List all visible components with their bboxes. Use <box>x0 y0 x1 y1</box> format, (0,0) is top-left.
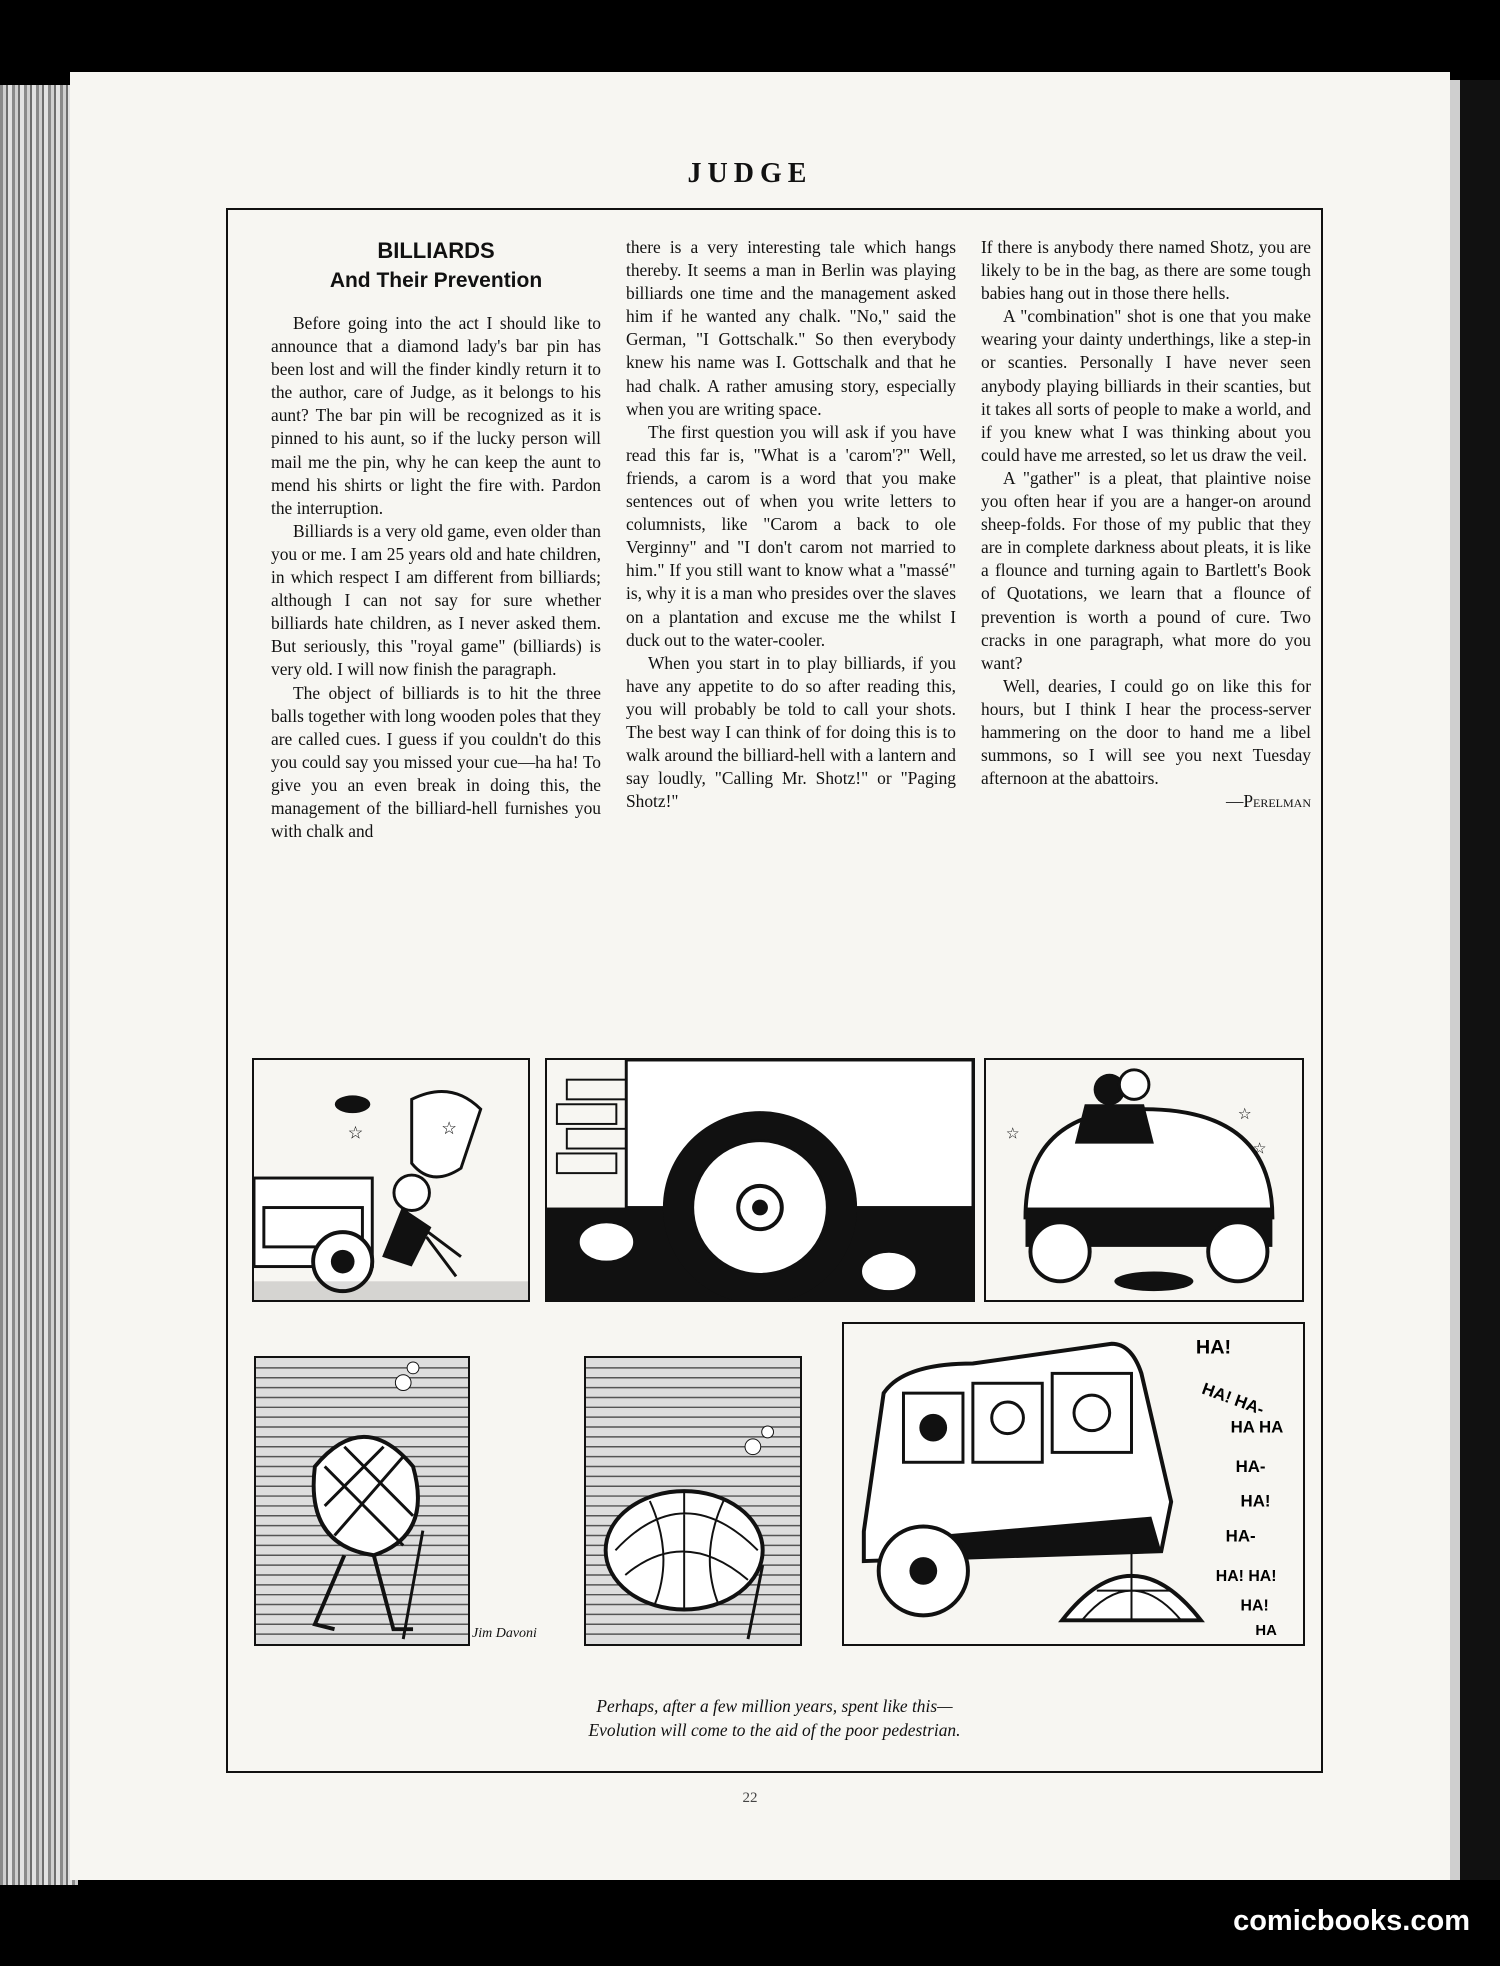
comic-panel-2 <box>545 1058 975 1302</box>
cartoon-caption <box>228 1694 1321 1742</box>
svg-text:☆: ☆ <box>1005 1125 1020 1143</box>
author-signature: —Perelman <box>1225 791 1311 812</box>
paragraph: Billiards is a very old game, even older than you or me. I am 25 years old and hate children, in which respect I am different from billiards; although I can not say for sure whether billiards hate children, as I never asked them. But seriously, this "royal game" (billiards) is very old. I will now finish the paragraph. <box>271 520 601 680</box>
paragraph: A "combination" shot is one that you make wearing your dainty underthings, like a step-in or scanties. Personally I have never seen anybody playing billiards in their scanties, but it takes all sorts of people to make a world, and if you knew what I was thinking about you could have me arrested, so let us draw the veil. <box>981 306 1311 465</box>
paragraph: Well, dearies, I could go on like this for hours, but I think I hear the process-server hammering on the door to hand me a libel summons, so I will see you next Tuesday afternoon at the abattoirs. <box>981 675 1311 789</box>
svg-text:☆: ☆ <box>347 1122 364 1143</box>
paragraph: The object of billiards is to hit the three balls together with long wooden poles that they are called cues. I guess if you couldn't do this you could say you missed your cue—ha ha! To give you an even break in doing this, the management of the billiard-hell furnishes you with chalk and <box>271 682 601 842</box>
article-frame <box>226 208 1323 1773</box>
page-number: 22 <box>742 1790 758 1806</box>
paragraph: The first question you will ask if you have read this far is, "What is a 'carom'?" Well, friends, a carom is a word that you make sentences out of when you write letters to columnists, like "Carom a back to ole Verginny" and "I don't carom not married to him." If you still want to know what a "massé" is, why it is a man who presides over the slaves on a plantation and excuse me the whilst I duck out to the water-cooler. <box>626 421 956 650</box>
column-3 <box>981 236 1311 813</box>
page-edge <box>1450 80 1500 1880</box>
svg-text:☆: ☆ <box>1237 1106 1252 1124</box>
caption-line-1: Perhaps, after a few million years, spent like this— <box>596 1696 953 1716</box>
caption-line-2: Evolution will come to the aid of the poor pedestrian. <box>588 1720 961 1740</box>
comic-panel-1 <box>252 1058 530 1302</box>
svg-text:HA! HA!: HA! HA! <box>1215 1567 1277 1585</box>
comic-panel-6 <box>842 1322 1305 1646</box>
svg-text:HA!: HA! <box>1240 1597 1269 1615</box>
article-subtitle: And Their Prevention <box>329 269 543 292</box>
paragraph: If there is anybody there named Shotz, you are likely to be in the bag, as there are some tough babies hang out in those there hells. <box>981 237 1311 304</box>
artist-signature: Jim Davoni <box>472 1626 537 1641</box>
column-1 <box>271 236 601 843</box>
article-title: BILLIARDS <box>377 238 495 263</box>
paragraph: Before going into the act I should like to announce that a diamond lady's bar pin has been lost and will the finder kindly return it to the author, care of Judge, as it belongs to his aunt? The bar pin will be recognized as it is pinned to his aunt, so if the lucky person will mail me the pin, why he can keep the aunt to mend his shirts or light the fire with. Pardon the interruption. <box>271 313 601 518</box>
svg-text:HA-: HA- <box>1225 1526 1256 1546</box>
paragraph: When you start in to play billiards, if you have any appetite to do so after reading this, you will probably be told to call your shots. The best way I can think of for doing this is to walk around the billiard-hell with a lantern and say loudly, "Calling Mr. Shotz!" or "Paging Shotz!" <box>626 652 956 812</box>
masthead: JUDGE <box>687 158 813 189</box>
svg-text:HA!: HA! <box>1195 1336 1232 1359</box>
svg-text:HA-: HA- <box>1235 1457 1266 1477</box>
comic-panel-4 <box>254 1356 470 1646</box>
comic-panel-3 <box>984 1058 1304 1302</box>
svg-text:HA: HA <box>1255 1623 1277 1640</box>
svg-text:HA!: HA! <box>1240 1491 1271 1511</box>
book-spine <box>0 85 78 1885</box>
svg-text:☆: ☆ <box>441 1117 458 1138</box>
watermark: comicbooks.com <box>1233 1905 1470 1937</box>
comic-panel-5 <box>584 1356 802 1646</box>
paragraph: A "gather" is a pleat, that plaintive noise you often hear if you are a hanger-on around sheep-folds. For those of my public that they are in complete darkness about pleats, it is like a flounce and turning again to Bartlett's Book of Quotations, we learn that a flounce of prevention is worth a pound of cure. Two cracks in one paragraph, what more do you want? <box>981 467 1311 673</box>
article-title-block <box>271 236 601 296</box>
svg-text:HA! HA-: HA! HA- <box>1199 1379 1267 1419</box>
svg-text:☆: ☆ <box>1252 1140 1267 1158</box>
column-2 <box>626 236 956 813</box>
svg-text:HA HA: HA HA <box>1230 1417 1284 1437</box>
paragraph: there is a very interesting tale which hangs thereby. It seems a man in Berlin was playing billiards one time and the management asked him if he wanted any chalk. "No," said the German, "I Gottschalk." So then everybody knew his name was I. Gottschalk and that he had chalk. A rather amusing story, especially when you are writing space. <box>626 237 956 419</box>
